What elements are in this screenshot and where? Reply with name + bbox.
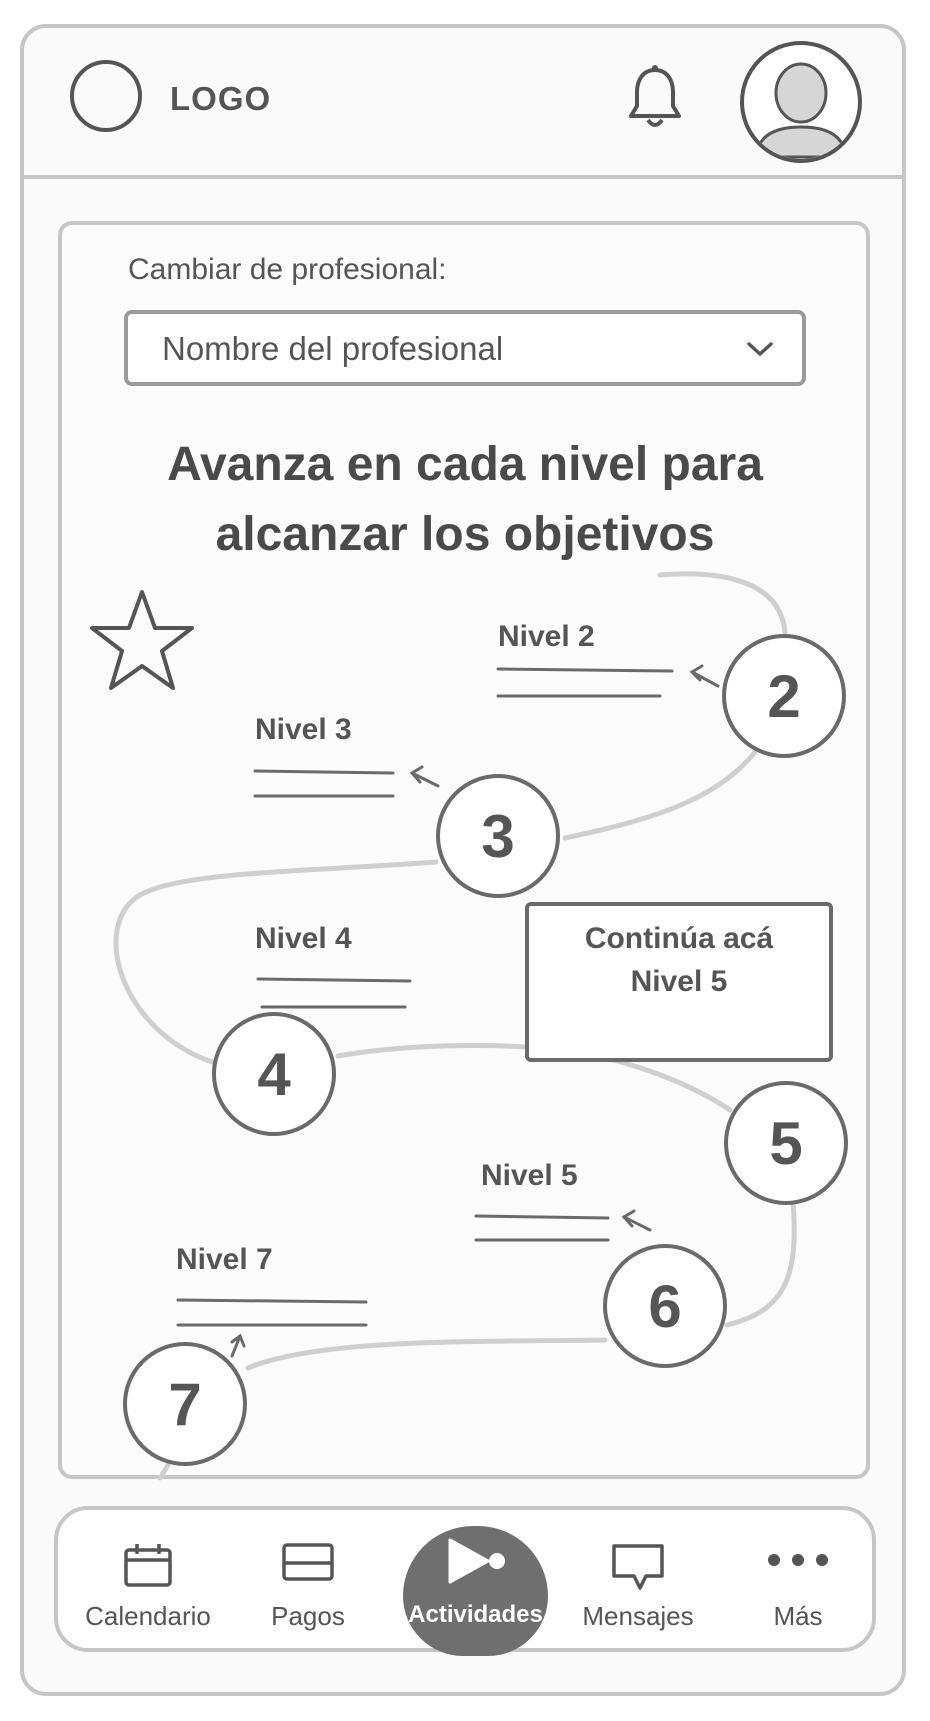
headline-line-2: alcanzar los objetivos	[215, 508, 715, 561]
level-node-3[interactable]: 3	[436, 774, 560, 898]
nav-item-calendario[interactable]	[78, 1510, 218, 1656]
card-icon	[281, 1542, 335, 1582]
level-node-4[interactable]: 4	[212, 1012, 336, 1136]
level-node-5[interactable]: 5	[724, 1081, 848, 1205]
level-4-label: Nivel 4	[255, 922, 352, 955]
level-2-label: Nivel 2	[498, 620, 595, 653]
bell-icon[interactable]	[625, 62, 685, 132]
play-icon	[444, 1536, 508, 1586]
nav-item-mas[interactable]	[738, 1510, 858, 1656]
calendar-icon	[123, 1542, 173, 1588]
continue-level: Nivel 5	[630, 965, 728, 998]
more-icon	[766, 1550, 830, 1570]
page-headline	[60, 430, 870, 570]
logo-icon	[70, 60, 142, 132]
continue-here-card[interactable]	[525, 902, 833, 1062]
level-node-7[interactable]: 7	[123, 1342, 247, 1466]
star-icon	[88, 588, 196, 692]
bottom-nav	[54, 1506, 876, 1652]
chevron-down-icon	[746, 340, 774, 358]
continue-title: Continúa acá	[584, 922, 774, 955]
nav-item-actividades[interactable]	[403, 1510, 548, 1656]
chat-icon	[610, 1542, 666, 1592]
app-header	[20, 24, 906, 179]
level-node-2[interactable]: 2	[722, 634, 846, 758]
level-3-label: Nivel 3	[255, 713, 352, 746]
nav-label-pagos: Pagos	[271, 1601, 345, 1631]
nav-label-mas: Más	[773, 1601, 823, 1631]
professional-select[interactable]	[124, 310, 806, 386]
user-avatar-icon[interactable]	[740, 41, 862, 163]
nav-label-calendario: Calendario	[85, 1601, 211, 1631]
logo-text: LOGO	[170, 80, 272, 117]
professional-select-value: Nombre del profesional	[162, 330, 504, 367]
level-node-6[interactable]: 6	[603, 1244, 727, 1368]
nav-label-mensajes: Mensajes	[582, 1601, 694, 1631]
nav-item-mensajes[interactable]	[563, 1510, 713, 1656]
level-7-label: Nivel 7	[176, 1243, 273, 1276]
level-6-label: Nivel 5	[481, 1159, 578, 1192]
professional-select-label: Cambiar de profesional:	[128, 253, 447, 286]
nav-item-pagos[interactable]	[243, 1510, 373, 1656]
nav-label-actividades: Actividades	[408, 1601, 543, 1628]
headline-line-1: Avanza en cada nivel para	[167, 438, 763, 491]
